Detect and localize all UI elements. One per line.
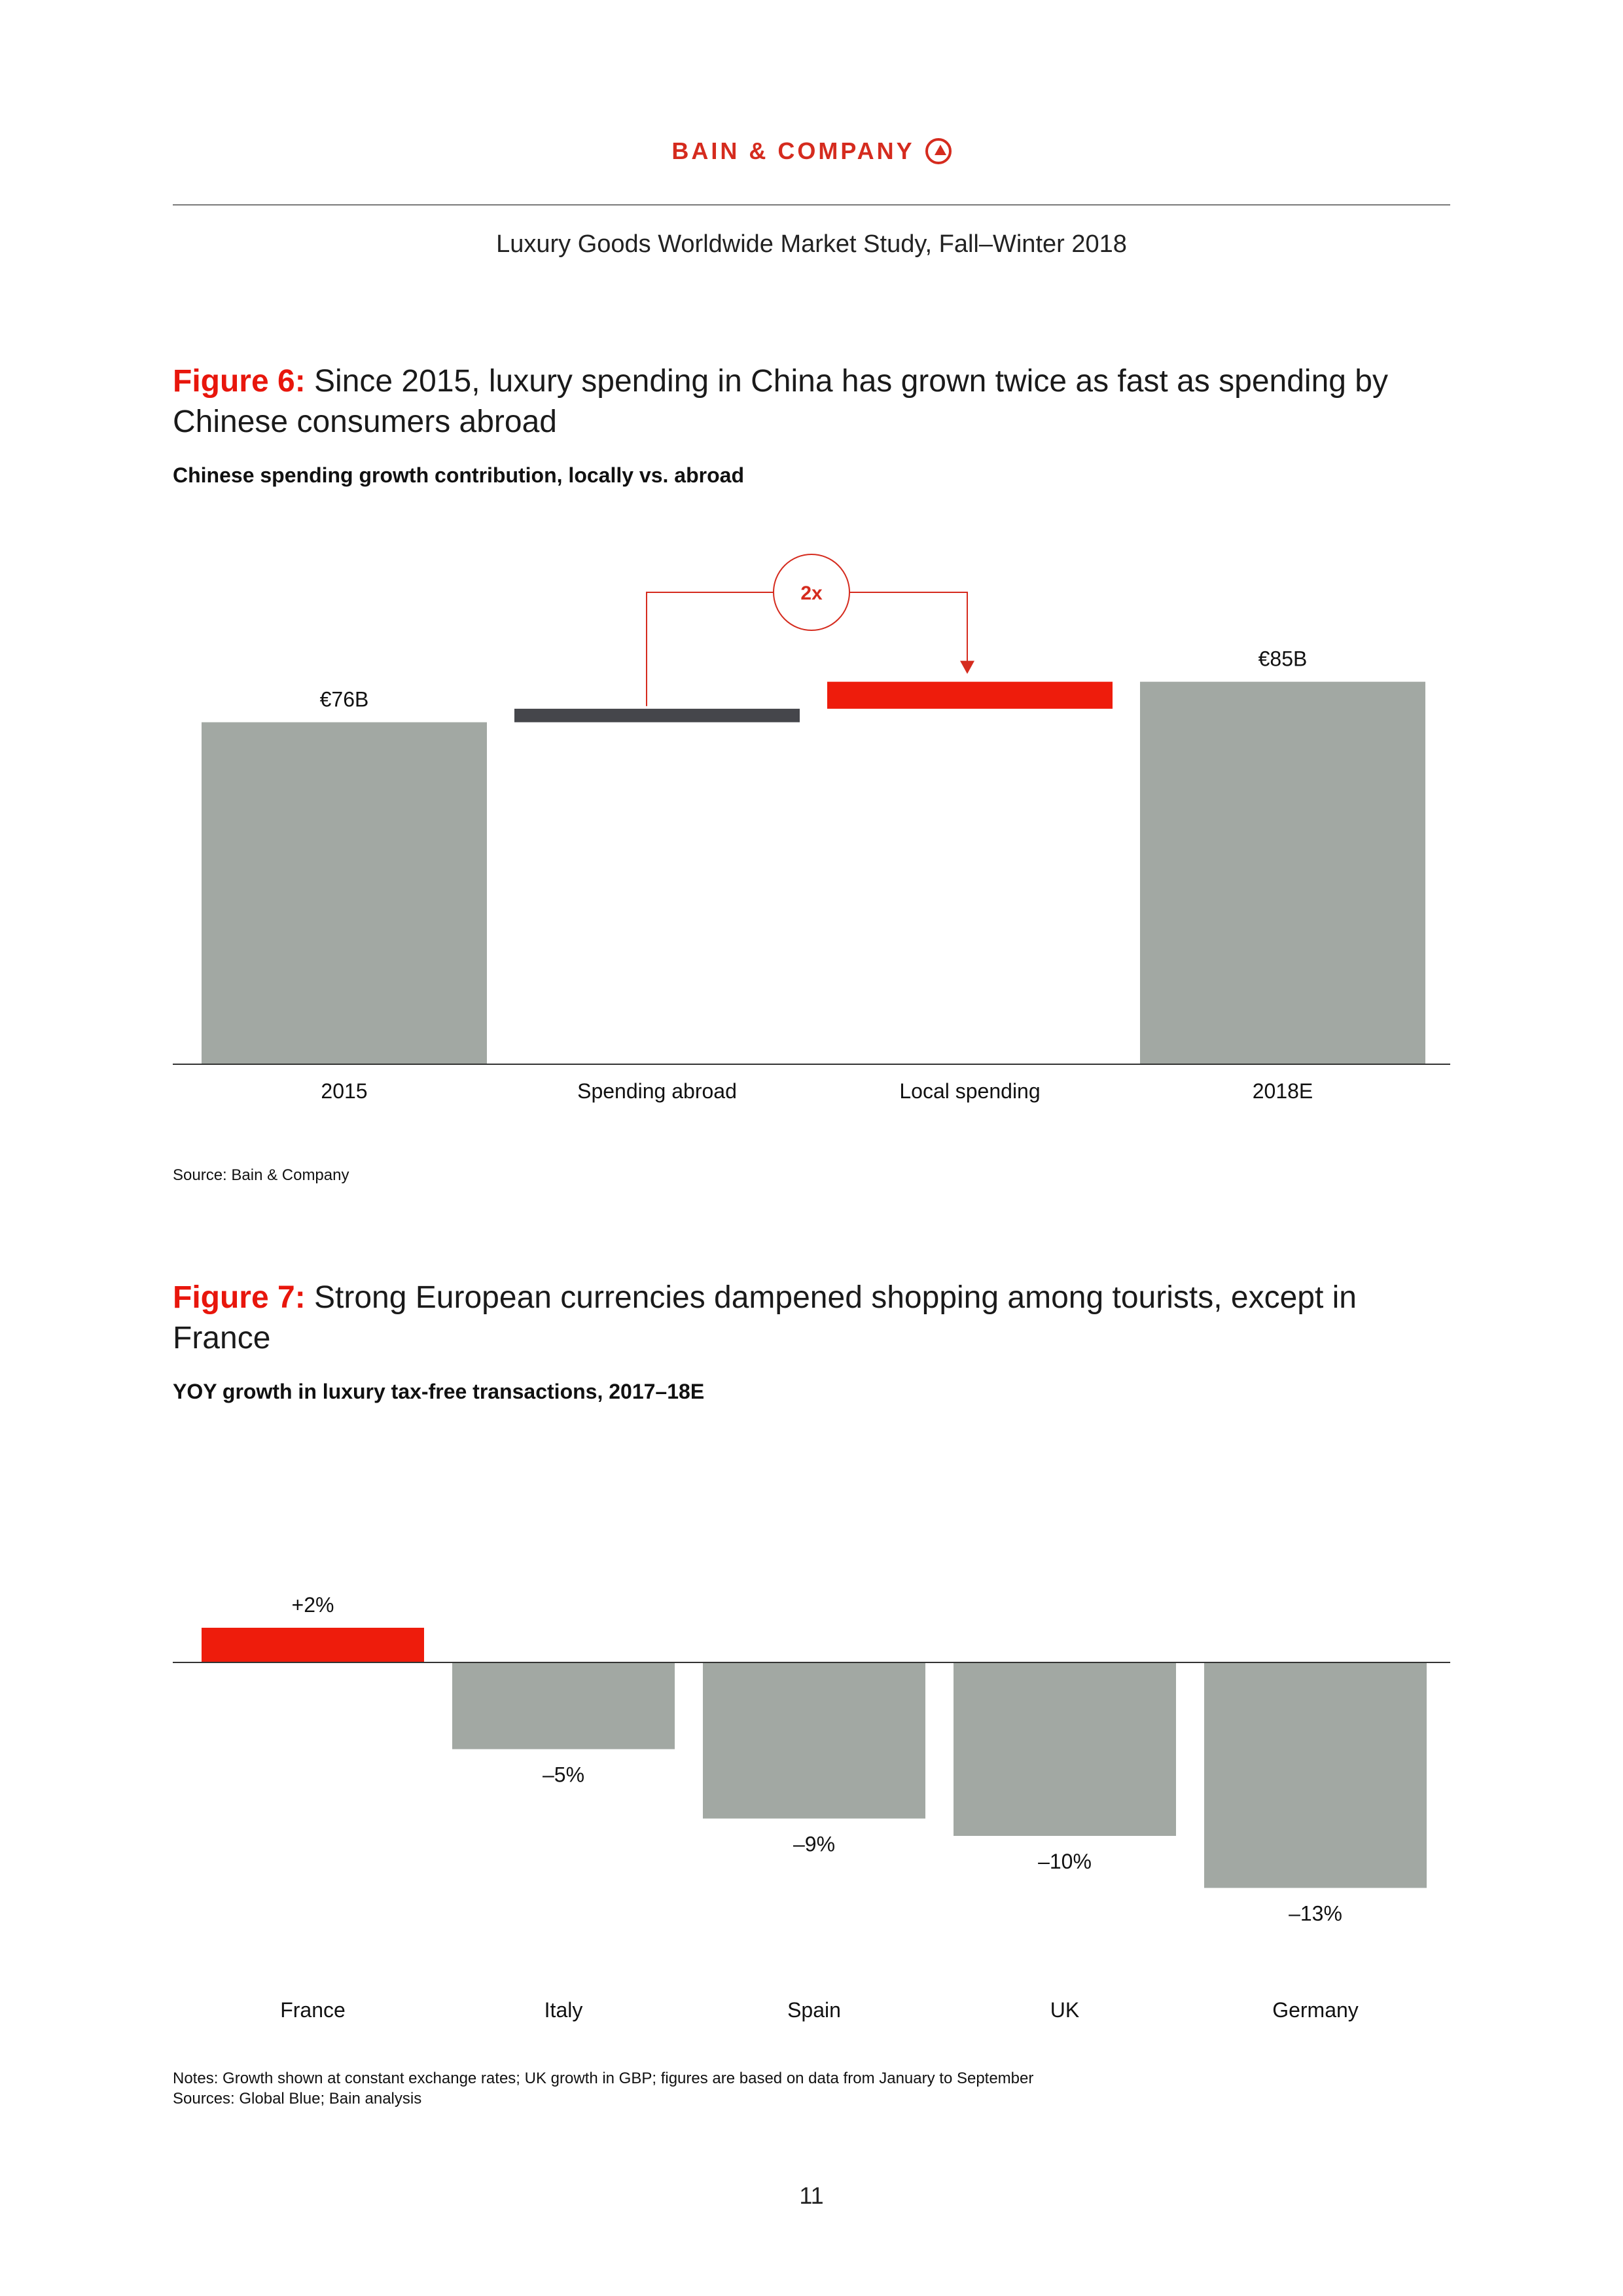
x-tick-2015: 2015 bbox=[321, 1079, 368, 1103]
figure7-title-text: Strong European currencies dampened shopping among tourists, except in France bbox=[173, 1280, 1357, 1355]
figure6-source: Source: Bain & Company bbox=[173, 1166, 349, 1184]
figure6-subtitle: Chinese spending growth contribution, locally vs. abroad bbox=[173, 463, 744, 487]
header-divider bbox=[173, 204, 1450, 206]
bar-2015 bbox=[202, 723, 487, 1065]
data-label-italy: –5% bbox=[542, 1763, 585, 1787]
figure7-label: Figure 7: bbox=[173, 1280, 306, 1315]
x-tick-spending-abroad: Spending abroad bbox=[577, 1079, 737, 1103]
growth-bar-chart bbox=[0, 1571, 1623, 2055]
bar-spending-abroad bbox=[514, 709, 800, 723]
data-label-2018e: €85B bbox=[1258, 647, 1308, 671]
annotation-connector-right bbox=[849, 592, 967, 662]
data-label-france: +2% bbox=[291, 1593, 334, 1617]
figure7-notes bbox=[173, 2068, 1033, 2109]
figure7-title bbox=[173, 1278, 1455, 1359]
annotation-2x-label: 2x bbox=[800, 583, 823, 604]
bar-local-spending bbox=[827, 682, 1113, 709]
x-tick-italy: Italy bbox=[544, 1998, 583, 2022]
bar-2018e bbox=[1140, 682, 1425, 1064]
data-label-uk: –10% bbox=[1038, 1850, 1092, 1873]
page-number: 11 bbox=[799, 2182, 824, 2209]
report-subtitle: Luxury Goods Worldwide Market Study, Fall–Winter 2018 bbox=[496, 230, 1127, 258]
bar-france bbox=[202, 1628, 424, 1662]
brand-name: BAIN & COMPANY bbox=[671, 137, 915, 164]
bar-italy bbox=[452, 1662, 675, 1749]
bain-logo bbox=[0, 137, 1623, 165]
figure7-subtitle: YOY growth in luxury tax-free transactions, 2017–18E bbox=[173, 1380, 705, 1403]
x-tick-2018e: 2018E bbox=[1252, 1079, 1313, 1103]
data-label-2015: €76B bbox=[319, 687, 369, 711]
data-label-germany: –13% bbox=[1289, 1901, 1342, 1926]
figure6-title-text: Since 2015, luxury spending in China has grown twice as fast as spending by Chinese consumers abroad bbox=[173, 364, 1388, 439]
x-tick-france: France bbox=[280, 1998, 346, 2022]
annotation-connector bbox=[647, 592, 774, 706]
bar-spain bbox=[703, 1662, 925, 1819]
sources-line: Sources: Global Blue; Bain analysis bbox=[173, 2090, 422, 2108]
notes-line: Notes: Growth shown at constant exchange rates; UK growth in GBP; figures are based on data from January to September bbox=[173, 2070, 1034, 2087]
x-tick-germany: Germany bbox=[1272, 1998, 1359, 2022]
x-tick-uk: UK bbox=[1050, 1998, 1080, 2022]
annotation-arrow-icon bbox=[960, 661, 974, 674]
data-label-spain: –9% bbox=[793, 1832, 836, 1856]
figure6-title bbox=[173, 361, 1455, 442]
bar-germany bbox=[1204, 1662, 1427, 1888]
figure6-label: Figure 6: bbox=[173, 364, 306, 399]
x-tick-local-spending: Local spending bbox=[899, 1079, 1041, 1103]
waterfall-chart bbox=[0, 524, 1623, 1191]
bar-uk bbox=[954, 1662, 1176, 1836]
x-tick-spain: Spain bbox=[787, 1998, 841, 2022]
bain-logo-icon bbox=[925, 138, 952, 164]
